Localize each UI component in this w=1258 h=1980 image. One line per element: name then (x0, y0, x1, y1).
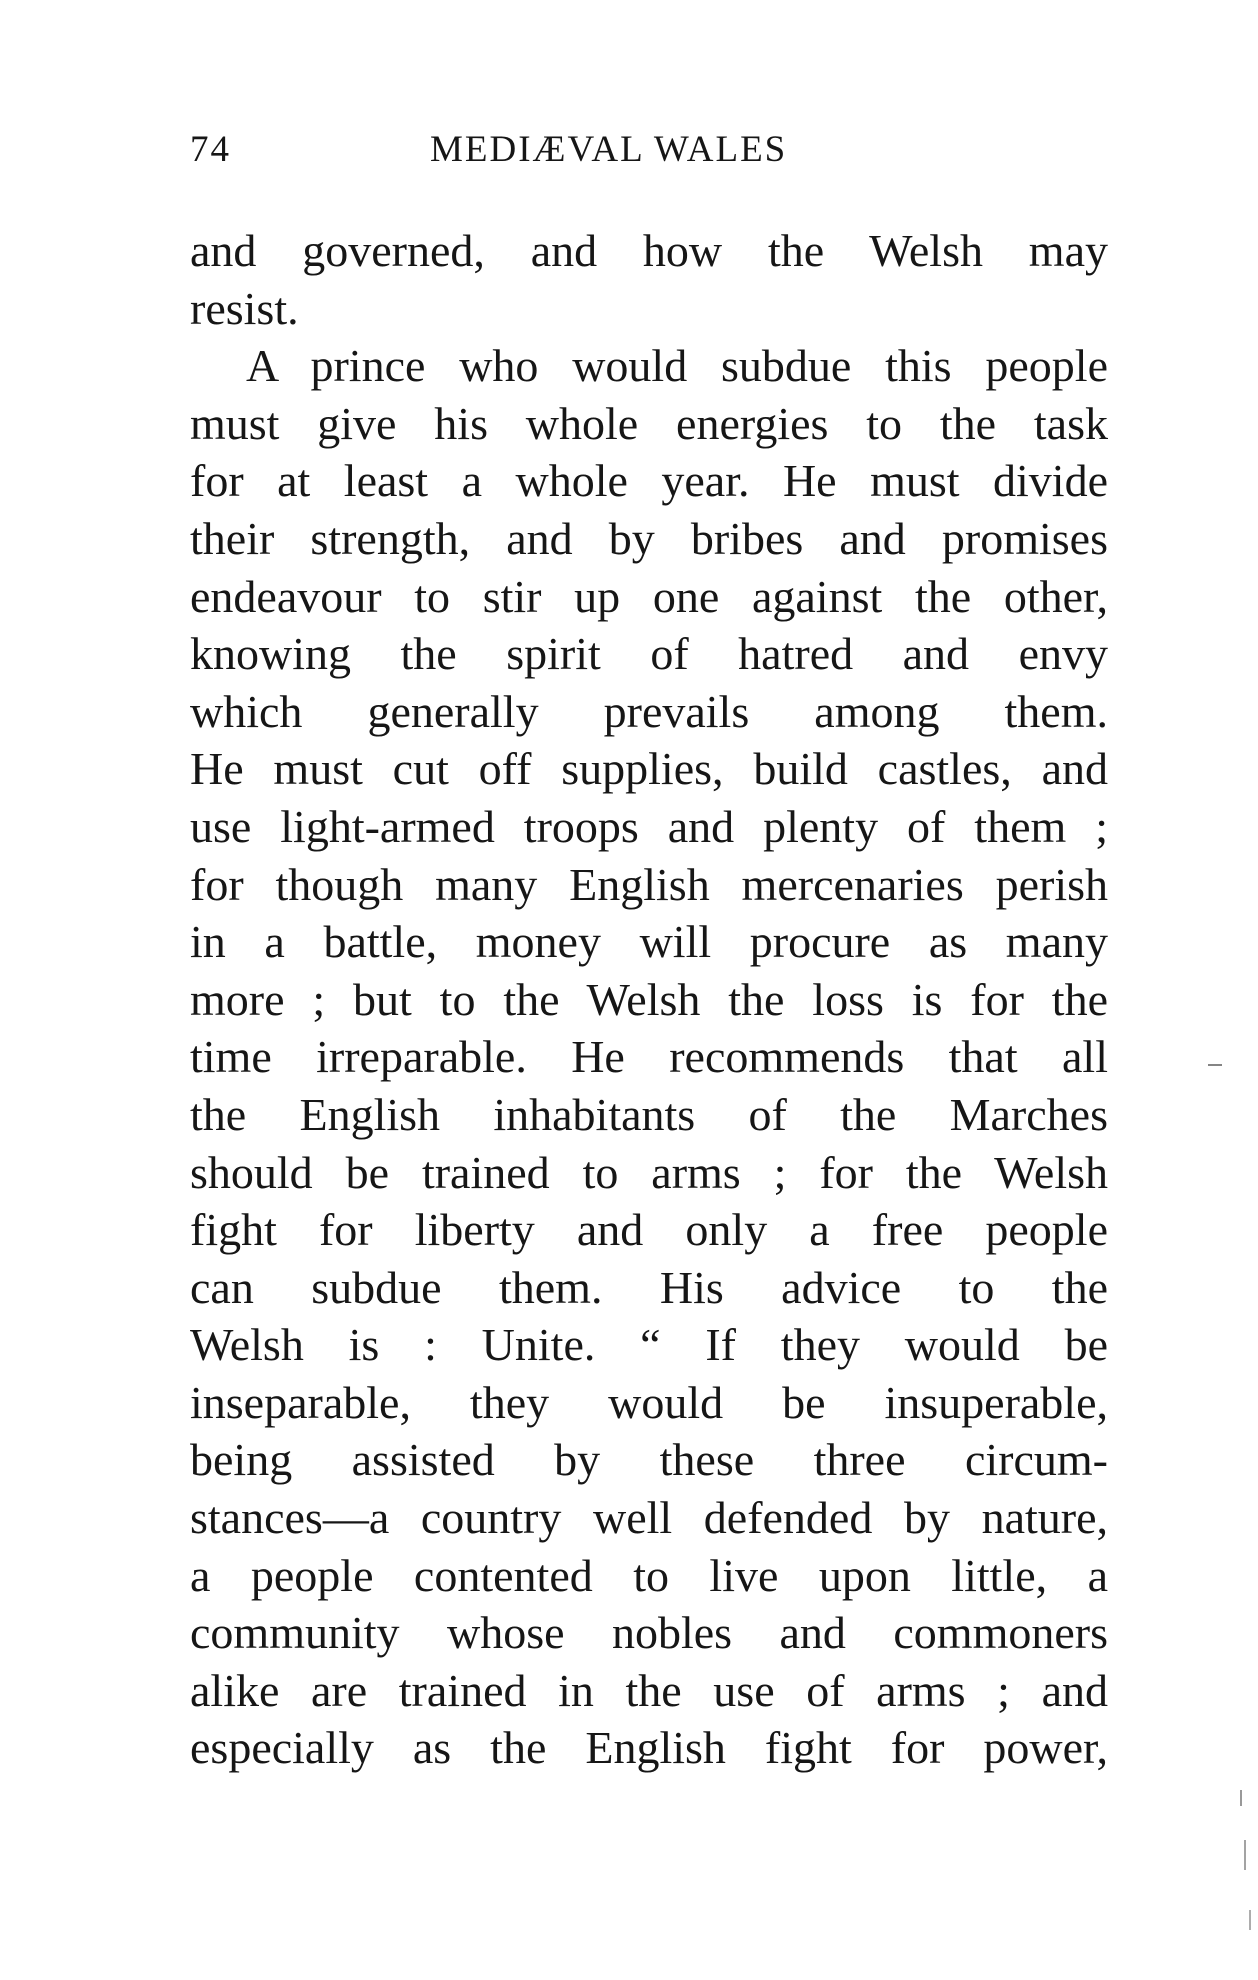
page-number: 74 (190, 129, 231, 170)
text-line: time irreparable. He recommends that all (190, 1031, 1108, 1083)
scan-mark (1208, 1064, 1222, 1066)
running-title: MEDIÆVAL WALES (430, 129, 788, 170)
text-line: a people contented to live upon little, a (190, 1549, 1108, 1601)
text-line: community whose nobles and commoners (190, 1607, 1108, 1659)
text-line: can subdue them. His advice to the (190, 1261, 1108, 1313)
text-line: Welsh is : Unite. “ If they would be (190, 1319, 1108, 1371)
text-line: endeavour to stir up one against the other, (190, 570, 1108, 622)
text-line: resist. (190, 282, 299, 334)
scan-mark (1249, 1910, 1251, 1930)
text-line: for at least a whole year. He must divide (190, 455, 1108, 507)
text-line: for though many English mercenaries perish (190, 858, 1108, 910)
text-line: being assisted by these three circum- (190, 1434, 1108, 1486)
text-line: more ; but to the Welsh the loss is for the (190, 973, 1108, 1025)
text-line: stances—a country well defended by nature, (190, 1492, 1108, 1544)
text-line: especially as the English fight for power, (190, 1722, 1108, 1774)
text-line: the English inhabitants of the Marches (190, 1088, 1108, 1140)
text-line: fight for liberty and only a free people (190, 1204, 1108, 1256)
body-text (190, 222, 1108, 1777)
text-line: alike are trained in the use of arms ; and (190, 1664, 1108, 1716)
text-line: in a battle, money will procure as many (190, 916, 1108, 968)
text-line: must give his whole energies to the task (190, 397, 1108, 449)
text-line: He must cut off supplies, build castles, and (190, 743, 1108, 795)
text-line: their strength, and by bribes and promises (190, 512, 1108, 564)
text-line: A prince who would subdue this people (246, 340, 1108, 392)
text-line: inseparable, they would be insuperable, (190, 1376, 1108, 1428)
text-line: and governed, and how the Welsh may (190, 225, 1108, 276)
text-line: should be trained to arms ; for the Welsh (190, 1146, 1108, 1198)
scan-mark (1244, 1840, 1246, 1870)
text-line: knowing the spirit of hatred and envy (190, 628, 1108, 680)
text-line: which generally prevails among them. (190, 685, 1108, 737)
text-line: use light-armed troops and plenty of them ; (190, 800, 1108, 852)
running-head (190, 128, 1110, 178)
scan-mark (1240, 1790, 1242, 1806)
